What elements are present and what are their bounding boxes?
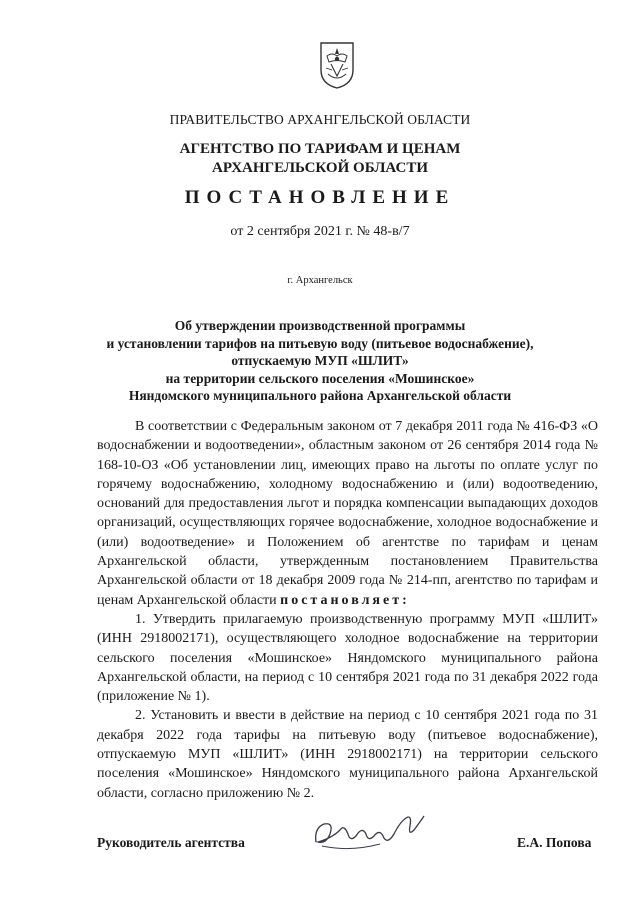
subject-line: отпускаемую МУП «ШЛИТ» <box>231 353 409 368</box>
decree-word: постановляет: <box>280 592 410 608</box>
subject-line: и установлении тарифов на питьевую воду (питьевое водоснабжение), <box>106 335 534 351</box>
subject-line: Об утверждении производственной программы <box>174 318 466 333</box>
coat-of-arms-icon <box>318 40 356 90</box>
document-body <box>97 417 598 803</box>
subject-line: на территории сельского поселения «Мошинское» <box>165 370 475 386</box>
document-type: ПОСТАНОВЛЕНИЕ <box>184 187 456 208</box>
item-1-paragraph: 1. Утвердить прилагаемую производственную программу МУП «ШЛИТ» (ИНН 2918002171), осуществляющего холодное водоснабжение на территории сельского поселения «Мошинское» Няндомского муниципального района Архангельской области, на период с 10 сентября 2021 года по 31 декабря 2022 года (приложение № 1). <box>97 611 598 705</box>
document-subject <box>0 317 640 405</box>
agency-name <box>0 140 640 178</box>
subject-line: Няндомского муниципального района Архангельской области <box>128 388 512 403</box>
signatory-name: Е.А. Попова <box>517 835 592 850</box>
agency-line-1: АГЕНТСТВО ПО ТАРИФАМ И ЦЕНАМ <box>179 141 461 157</box>
signatory-position: Руководитель агентства <box>97 835 245 850</box>
document-city: г. Архангельск <box>287 275 353 286</box>
handwritten-signature <box>310 808 430 856</box>
preamble-paragraph <box>97 417 598 610</box>
preamble-text: В соответствии с Федеральным законом от 7 декабря 2011 года № 416-ФЗ «О водоснабжении и водоотведении», областным законом от 26 сентября 2014 года № 168-10-ОЗ «Об установлении лиц, имеющих право на льготы по оплате услуг по горячему водоснабжению, холодному водоснабжению и (или) водоотведению, оснований для предоставления льгот и порядка компенсации выпадающих доходов организаций, осуществляющих горячее водоснабжение, холодное водоснабжение и (или) водоотведение» и Положением об агентстве по тарифам и ценам Архангельской области, утвержденным постановлением Правительства Архангельской области от 18 декабря 2009 года № 214-пп, агентство по тарифам и ценам Архангельской области <box>97 419 598 608</box>
agency-line-2: АРХАНГЕЛЬСКОЙ ОБЛАСТИ <box>212 160 428 176</box>
item-2-paragraph: 2. Установить и ввести в действие на период с 10 сентября 2021 года по 31 декабря 2022 года тарифы на питьевую воду (питьевое водоснабжение), отпускаемую МУП «ШЛИТ» (ИНН 2918002171) на территории сельского поселения «Мошинское» Няндомского муниципального района Архангельской области, согласно приложению № 2. <box>97 708 598 801</box>
government-name: ПРАВИТЕЛЬСТВО АРХАНГЕЛЬСКОЙ ОБЛАСТИ <box>169 112 471 127</box>
document-date-number: от 2 сентября 2021 г. № 48-в/7 <box>230 224 410 239</box>
